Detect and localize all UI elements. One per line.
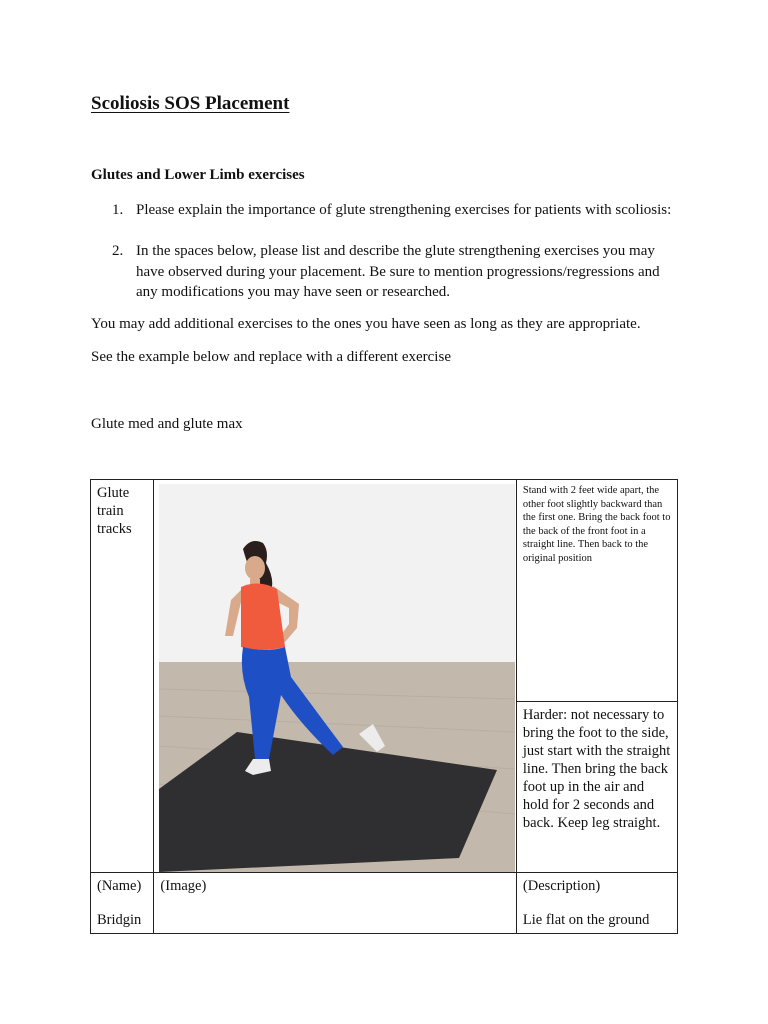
exercise-table: [90, 479, 678, 934]
description-header: (Description): [522, 878, 601, 894]
table-row: [91, 873, 678, 934]
name-column-cell: [91, 873, 154, 934]
exercise-progression: Harder: not necessary to bring the foot to the side, just start with the straight line. Then bring the back foot up in the air and hold for 2 seconds and back. Keep leg straight.: [522, 707, 671, 831]
exercise-description-cell: [516, 480, 677, 873]
question-number: 1.: [112, 202, 124, 218]
description-column-cell: [516, 873, 677, 934]
question-number: 2.: [112, 243, 124, 259]
question-text: Please explain the importance of glute strengthening exercises for patients with scoliosis:: [136, 202, 672, 218]
exercise-name-cell: Glute train tracks: [91, 480, 154, 873]
muscle-group-subheading: Glute med and glute max: [91, 416, 243, 432]
instruction-paragraph: See the example below and replace with a different exercise: [91, 349, 451, 365]
next-exercise-description: Lie flat on the ground: [522, 912, 650, 928]
section-heading: Glutes and Lower Limb exercises: [91, 167, 305, 183]
exercise-image-cell: [154, 480, 516, 873]
exercise-description: Stand with 2 feet wide apart, the other foot slightly backward than the first one. Bring the back foot to the back of the front foot in a straight line. Then back to the original position: [517, 480, 677, 702]
page-title: Scoliosis SOS Placement: [91, 93, 290, 114]
exercise-photo: [159, 484, 515, 872]
image-column-cell: [154, 873, 516, 934]
next-exercise-name: Bridgin: [97, 912, 142, 928]
instruction-paragraph: You may add additional exercises to the ones you have seen as long as they are appropriate.: [91, 316, 641, 332]
name-header: (Name): [97, 878, 142, 894]
image-header: (Image): [160, 878, 207, 894]
table-row: [91, 480, 678, 873]
question-text: In the spaces below, please list and describe the glute strengthening exercises you may have observed during your placement. Be sure to mention progressions/regressions and any modifications you may have seen or researched.: [136, 243, 660, 300]
